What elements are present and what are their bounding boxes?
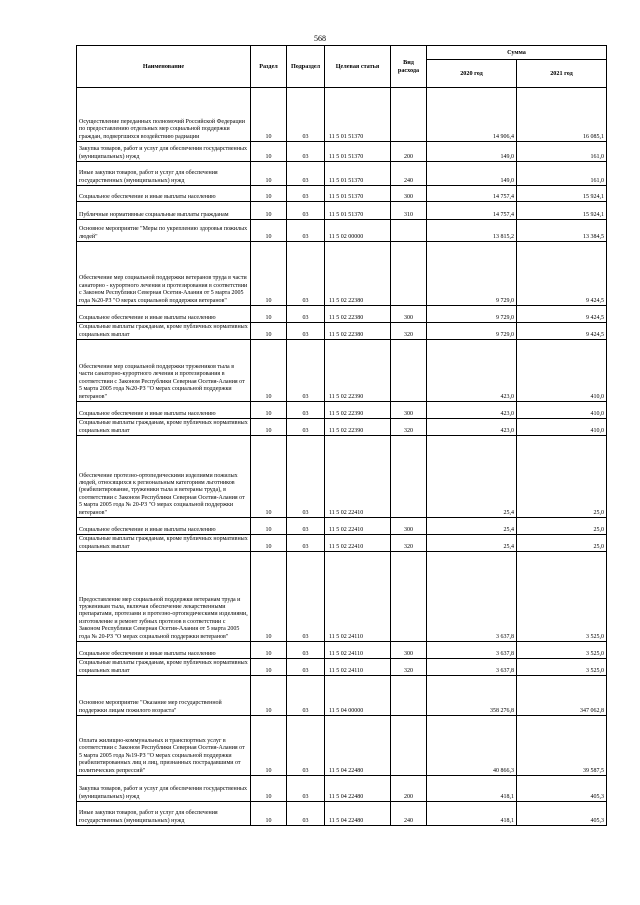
row-amount-2021-cell: 9 424,5	[517, 242, 607, 306]
row-target-cell: 11 5 01 51370	[325, 142, 391, 162]
row-amount-2020-cell: 14 757,4	[427, 202, 517, 220]
row-type-cell	[391, 340, 427, 402]
row-subsection-cell: 03	[287, 642, 325, 659]
row-target-cell: 11 5 02 22410	[325, 436, 391, 518]
header-section: Раздел	[251, 46, 287, 88]
row-amount-2020-cell: 423,0	[427, 340, 517, 402]
row-name-cell: Закупка товаров, работ и услуг для обеспечения государственных (муниципальных) нужд	[77, 142, 251, 162]
row-amount-2021-cell: 410,0	[517, 340, 607, 402]
row-name-cell: Социальное обеспечение и иные выплаты населению	[77, 186, 251, 202]
row-amount-2020-cell: 3 637,8	[427, 552, 517, 642]
row-amount-2020-cell: 14 906,4	[427, 88, 517, 142]
row-subsection-cell: 03	[287, 306, 325, 323]
row-amount-2021-cell: 405,3	[517, 802, 607, 826]
row-amount-2020-cell: 14 757,4	[427, 186, 517, 202]
row-amount-2020-cell: 25,4	[427, 436, 517, 518]
row-target-cell: 11 5 02 24110	[325, 659, 391, 676]
row-amount-2020-cell: 423,0	[427, 402, 517, 419]
row-target-cell: 11 5 02 22390	[325, 419, 391, 436]
table-row	[77, 518, 607, 535]
row-section-cell: 10	[251, 323, 287, 340]
row-amount-2020-cell: 358 276,8	[427, 676, 517, 716]
row-name-cell: Социальное обеспечение и иные выплаты населению	[77, 402, 251, 419]
row-type-cell: 200	[391, 776, 427, 802]
row-target-cell: 11 5 04 22480	[325, 802, 391, 826]
row-target-cell: 11 5 02 22380	[325, 306, 391, 323]
row-type-cell: 320	[391, 659, 427, 676]
row-subsection-cell: 03	[287, 676, 325, 716]
row-type-cell	[391, 242, 427, 306]
row-section-cell: 10	[251, 402, 287, 419]
header-year-2020: 2020 год	[427, 60, 517, 88]
table-row	[77, 142, 607, 162]
row-target-cell: 11 5 02 22380	[325, 323, 391, 340]
row-amount-2021-cell: 25,0	[517, 518, 607, 535]
row-amount-2021-cell: 405,3	[517, 776, 607, 802]
table-row	[77, 186, 607, 202]
table-row	[77, 306, 607, 323]
row-amount-2020-cell: 423,0	[427, 419, 517, 436]
row-section-cell: 10	[251, 552, 287, 642]
row-amount-2021-cell: 9 424,5	[517, 323, 607, 340]
row-section-cell: 10	[251, 306, 287, 323]
row-section-cell: 10	[251, 518, 287, 535]
row-target-cell: 11 5 01 51370	[325, 186, 391, 202]
row-type-cell	[391, 552, 427, 642]
row-amount-2021-cell: 15 924,1	[517, 186, 607, 202]
table-row	[77, 802, 607, 826]
row-target-cell: 11 5 04 22480	[325, 776, 391, 802]
row-subsection-cell: 03	[287, 518, 325, 535]
row-subsection-cell: 03	[287, 162, 325, 186]
row-subsection-cell: 03	[287, 659, 325, 676]
row-type-cell: 300	[391, 186, 427, 202]
row-amount-2021-cell: 161,0	[517, 162, 607, 186]
row-subsection-cell: 03	[287, 340, 325, 402]
row-subsection-cell: 03	[287, 776, 325, 802]
header-subsection: Подраздел	[287, 46, 325, 88]
header-amount: Сумма	[427, 46, 607, 60]
row-subsection-cell: 03	[287, 552, 325, 642]
row-subsection-cell: 03	[287, 436, 325, 518]
row-amount-2021-cell: 3 525,0	[517, 642, 607, 659]
row-amount-2020-cell: 3 637,8	[427, 642, 517, 659]
row-type-cell: 320	[391, 419, 427, 436]
row-target-cell: 11 5 02 22380	[325, 242, 391, 306]
row-subsection-cell: 03	[287, 535, 325, 552]
table-row	[77, 340, 607, 402]
row-target-cell: 11 5 01 51370	[325, 202, 391, 220]
row-amount-2021-cell: 25,0	[517, 436, 607, 518]
table-row	[77, 88, 607, 142]
row-type-cell: 300	[391, 402, 427, 419]
row-amount-2020-cell: 3 637,8	[427, 659, 517, 676]
row-target-cell: 11 5 02 22410	[325, 535, 391, 552]
row-amount-2020-cell: 9 729,0	[427, 242, 517, 306]
row-amount-2021-cell: 13 384,5	[517, 220, 607, 242]
row-section-cell: 10	[251, 436, 287, 518]
row-name-cell: Обеспечение мер социальной поддержки ветеранов труда в части санаторно - курортного лечения и протезирования в соответствии с Законом Республики Северная Осетия-Алания от 5 марта 2005 года №20-РЗ "О мерах социальной поддержки ветеранов"	[77, 242, 251, 306]
row-subsection-cell: 03	[287, 402, 325, 419]
table-row	[77, 436, 607, 518]
row-target-cell: 11 5 02 22390	[325, 402, 391, 419]
table-row	[77, 676, 607, 716]
row-name-cell: Социальное обеспечение и иные выплаты населению	[77, 518, 251, 535]
row-type-cell: 240	[391, 802, 427, 826]
row-section-cell: 10	[251, 716, 287, 776]
row-name-cell: Социальное обеспечение и иные выплаты населению	[77, 642, 251, 659]
row-type-cell	[391, 436, 427, 518]
row-subsection-cell: 03	[287, 242, 325, 306]
row-section-cell: 10	[251, 186, 287, 202]
row-section-cell: 10	[251, 340, 287, 402]
row-subsection-cell: 03	[287, 88, 325, 142]
row-name-cell: Социальное обеспечение и иные выплаты населению	[77, 306, 251, 323]
row-amount-2020-cell: 418,1	[427, 802, 517, 826]
row-target-cell: 11 5 02 24110	[325, 552, 391, 642]
row-section-cell: 10	[251, 162, 287, 186]
row-amount-2021-cell: 25,0	[517, 535, 607, 552]
table-row	[77, 202, 607, 220]
row-amount-2020-cell: 149,0	[427, 142, 517, 162]
table-row	[77, 220, 607, 242]
row-section-cell: 10	[251, 776, 287, 802]
row-amount-2021-cell: 16 085,1	[517, 88, 607, 142]
row-subsection-cell: 03	[287, 186, 325, 202]
row-subsection-cell: 03	[287, 142, 325, 162]
row-target-cell: 11 5 02 22390	[325, 340, 391, 402]
table-row	[77, 716, 607, 776]
row-amount-2021-cell: 9 424,5	[517, 306, 607, 323]
row-name-cell: Основное мероприятие "Оказание мер государственной поддержки лицам пожилого возраста"	[77, 676, 251, 716]
row-type-cell: 300	[391, 306, 427, 323]
row-section-cell: 10	[251, 676, 287, 716]
row-target-cell: 11 5 02 00000	[325, 220, 391, 242]
row-amount-2020-cell: 418,1	[427, 776, 517, 802]
row-section-cell: 10	[251, 202, 287, 220]
row-subsection-cell: 03	[287, 202, 325, 220]
row-name-cell: Осуществление переданных полномочий Российской Федерации по предоставлению отдельных мер социальной поддержки граждан, подвергшихся воздействию радиации	[77, 88, 251, 142]
row-section-cell: 10	[251, 242, 287, 306]
row-subsection-cell: 03	[287, 419, 325, 436]
header-expense-type: Вид расхода	[391, 46, 427, 88]
header-year-2021: 2021 год	[517, 60, 607, 88]
row-subsection-cell: 03	[287, 802, 325, 826]
row-amount-2020-cell: 149,0	[427, 162, 517, 186]
row-section-cell: 10	[251, 419, 287, 436]
table-row	[77, 659, 607, 676]
budget-table	[76, 45, 607, 826]
row-type-cell: 320	[391, 323, 427, 340]
row-name-cell: Иные закупки товаров, работ и услуг для обеспечения государственных (муниципальных) нужд	[77, 162, 251, 186]
table-row	[77, 419, 607, 436]
row-type-cell	[391, 88, 427, 142]
row-target-cell: 11 5 02 22410	[325, 518, 391, 535]
table-row	[77, 552, 607, 642]
row-amount-2021-cell: 3 525,0	[517, 659, 607, 676]
row-type-cell: 320	[391, 535, 427, 552]
row-section-cell: 10	[251, 642, 287, 659]
row-section-cell: 10	[251, 659, 287, 676]
row-type-cell	[391, 676, 427, 716]
row-amount-2020-cell: 25,4	[427, 535, 517, 552]
row-name-cell: Предоставление мер социальной поддержки ветеранам труда и труженикам тыла, включая обеспечение лекарственными препаратами, протезами и протезно-ортопедическими изделиями, изготовление и ремонт зубных протезов в соответствии с Законом Республики Северная Осетия-Алания от 5 марта 2005 года № 20-РЗ "О мерах социальной поддержки ветеранов"	[77, 552, 251, 642]
row-name-cell: Иные закупки товаров, работ и услуг для обеспечения государственных (муниципальных) нужд	[77, 802, 251, 826]
row-name-cell: Социальные выплаты гражданам, кроме публичных нормативных социальных выплат	[77, 323, 251, 340]
row-subsection-cell: 03	[287, 716, 325, 776]
row-section-cell: 10	[251, 535, 287, 552]
row-name-cell: Обеспечение протезно-ортопедическими изделиями пожилых людей, относящихся к региональным категориям льготников (реабилитирование, труженики тыла и ветераны труда), в соответствии с Законом Республики Северная Осетия-Алания от 5 марта 2005 года № 20-РЗ "О мерах социальной поддержки ветеранов"	[77, 436, 251, 518]
row-type-cell: 310	[391, 202, 427, 220]
row-type-cell: 240	[391, 162, 427, 186]
row-name-cell: Социальные выплаты гражданам, кроме публичных нормативных социальных выплат	[77, 659, 251, 676]
row-section-cell: 10	[251, 802, 287, 826]
table-row	[77, 323, 607, 340]
row-amount-2020-cell: 13 815,2	[427, 220, 517, 242]
row-amount-2021-cell: 410,0	[517, 419, 607, 436]
row-subsection-cell: 03	[287, 220, 325, 242]
header-name: Наименование	[77, 46, 251, 88]
row-amount-2020-cell: 9 729,0	[427, 323, 517, 340]
row-target-cell: 11 5 04 00000	[325, 676, 391, 716]
row-subsection-cell: 03	[287, 323, 325, 340]
table-body	[77, 88, 607, 826]
row-section-cell: 10	[251, 220, 287, 242]
row-amount-2021-cell: 39 587,5	[517, 716, 607, 776]
row-name-cell: Публичные нормативные социальные выплаты гражданам	[77, 202, 251, 220]
table-row	[77, 776, 607, 802]
table-row	[77, 535, 607, 552]
row-target-cell: 11 5 01 51370	[325, 162, 391, 186]
row-target-cell: 11 5 04 22480	[325, 716, 391, 776]
row-amount-2021-cell: 410,0	[517, 402, 607, 419]
row-type-cell	[391, 220, 427, 242]
row-type-cell: 200	[391, 142, 427, 162]
row-target-cell: 11 5 01 51370	[325, 88, 391, 142]
row-target-cell: 11 5 02 24110	[325, 642, 391, 659]
row-name-cell: Закупка товаров, работ и услуг для обеспечения государственных (муниципальных) нужд	[77, 776, 251, 802]
row-amount-2020-cell: 9 729,0	[427, 306, 517, 323]
row-section-cell: 10	[251, 88, 287, 142]
table-row	[77, 162, 607, 186]
table-row	[77, 402, 607, 419]
row-section-cell: 10	[251, 142, 287, 162]
row-amount-2021-cell: 161,0	[517, 142, 607, 162]
table-row	[77, 242, 607, 306]
row-name-cell: Обеспечение мер социальной поддержки тружеников тыла в части санаторно-курортного лечения и протезирования в соответствии с Законом Республики Северная Осетия-Алания от 5 марта 2005 года №20-РЗ "О мерах социальной поддержки ветеранов"	[77, 340, 251, 402]
header-target-item: Целевая статья	[325, 46, 391, 88]
row-name-cell: Социальные выплаты гражданам, кроме публичных нормативных социальных выплат	[77, 535, 251, 552]
row-amount-2020-cell: 25,4	[427, 518, 517, 535]
row-name-cell: Оплата жилищно-коммунальных и транспортных услуг в соответствии с Законом Республики Северная Осетия-Алания от 5 марта 2005 года №19-РЗ "О мерах социальной поддержки реабилитированных лиц и лиц, признанных пострадавшими от политических репрессий"	[77, 716, 251, 776]
table-row	[77, 642, 607, 659]
row-amount-2021-cell: 3 525,0	[517, 552, 607, 642]
row-amount-2021-cell: 347 062,8	[517, 676, 607, 716]
row-amount-2020-cell: 40 866,3	[427, 716, 517, 776]
row-type-cell	[391, 716, 427, 776]
page-number: 568	[314, 34, 326, 43]
row-type-cell: 300	[391, 518, 427, 535]
row-amount-2021-cell: 15 924,1	[517, 202, 607, 220]
row-type-cell: 300	[391, 642, 427, 659]
row-name-cell: Социальные выплаты гражданам, кроме публичных нормативных социальных выплат	[77, 419, 251, 436]
row-name-cell: Основное мероприятие "Меры по укреплению здоровья пожилых людей"	[77, 220, 251, 242]
